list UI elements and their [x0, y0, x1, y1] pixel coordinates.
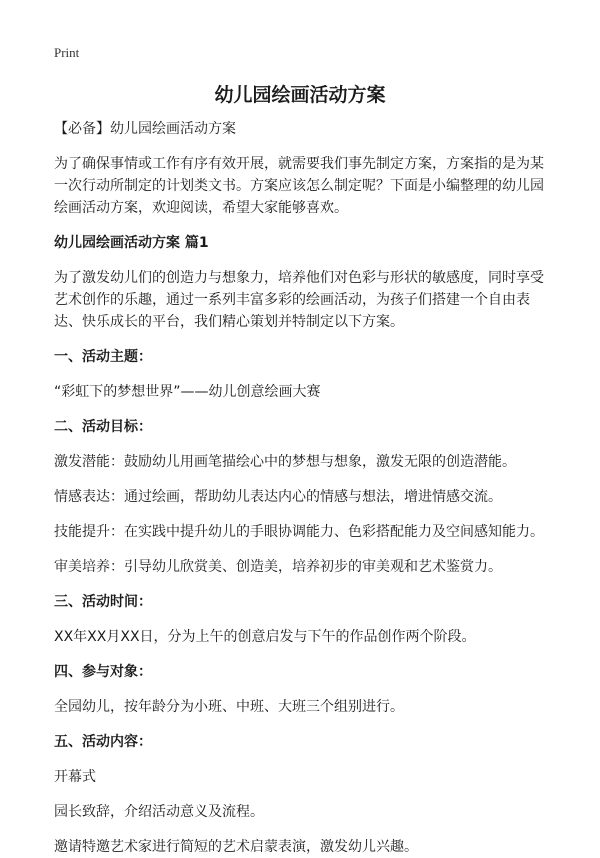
- goal-item: 审美培养：引导幼儿欣赏美、创造美，培养初步的审美观和艺术鉴赏力。: [54, 559, 502, 575]
- section-heading-goals: 二、活动目标：: [54, 419, 152, 435]
- content-item: 邀请特邀艺术家进行简短的艺术启蒙表演，激发幼儿兴趣。: [54, 839, 418, 855]
- goal-item: 激发潜能：鼓励幼儿用画笔描绘心中的梦想与想象，激发无限的创造潜能。: [54, 454, 516, 470]
- part-intro-paragraph: 为了激发幼儿们的创造力与想象力，培养他们对色彩与形状的敏感度，同时享受艺术创作的乐趣，通过一系列丰富多彩的绘画活动，为孩子们搭建一个自由表达、快乐成长的平台，我们精心策划并特制定以下方案。: [54, 270, 544, 330]
- content-item: 园长致辞，介绍活动意义及流程。: [54, 804, 264, 820]
- part-heading: 幼儿园绘画活动方案 篇1: [54, 235, 209, 251]
- section-heading-content: 五、活动内容：: [54, 734, 152, 750]
- time-text: XX年XX月XX日，分为上午的创意启发与下午的作品创作两个阶段。: [54, 629, 476, 645]
- theme-text: “彩虹下的梦想世界”——幼儿创意绘画大赛: [54, 384, 321, 400]
- document-body: [54, 118, 556, 858]
- content-item: 开幕式: [54, 769, 96, 785]
- section-heading-participants: 四、参与对象：: [54, 664, 152, 680]
- participants-text: 全园幼儿，按年龄分为小班、中班、大班三个组别进行。: [54, 699, 404, 715]
- intro-paragraph: 为了确保事情或工作有序有效开展，就需要我们事先制定方案，方案指的是为某一次行动所制定的计划类文书。方案应该怎么制定呢？下面是小编整理的幼儿园绘画活动方案，欢迎阅读，希望大家能够喜欢。: [54, 156, 544, 216]
- goal-item: 情感表达：通过绘画，帮助幼儿表达内心的情感与想法，增进情感交流。: [54, 489, 502, 505]
- tag-line: 【必备】幼儿园绘画活动方案: [54, 121, 236, 137]
- goal-item: 技能提升：在实践中提升幼儿的手眼协调能力、色彩搭配能力及空间感知能力。: [54, 524, 544, 540]
- section-heading-theme: 一、活动主题：: [54, 349, 152, 365]
- print-link[interactable]: Print: [54, 45, 80, 60]
- section-heading-time: 三、活动时间：: [54, 594, 152, 610]
- page-title: 幼儿园绘画活动方案: [214, 84, 386, 106]
